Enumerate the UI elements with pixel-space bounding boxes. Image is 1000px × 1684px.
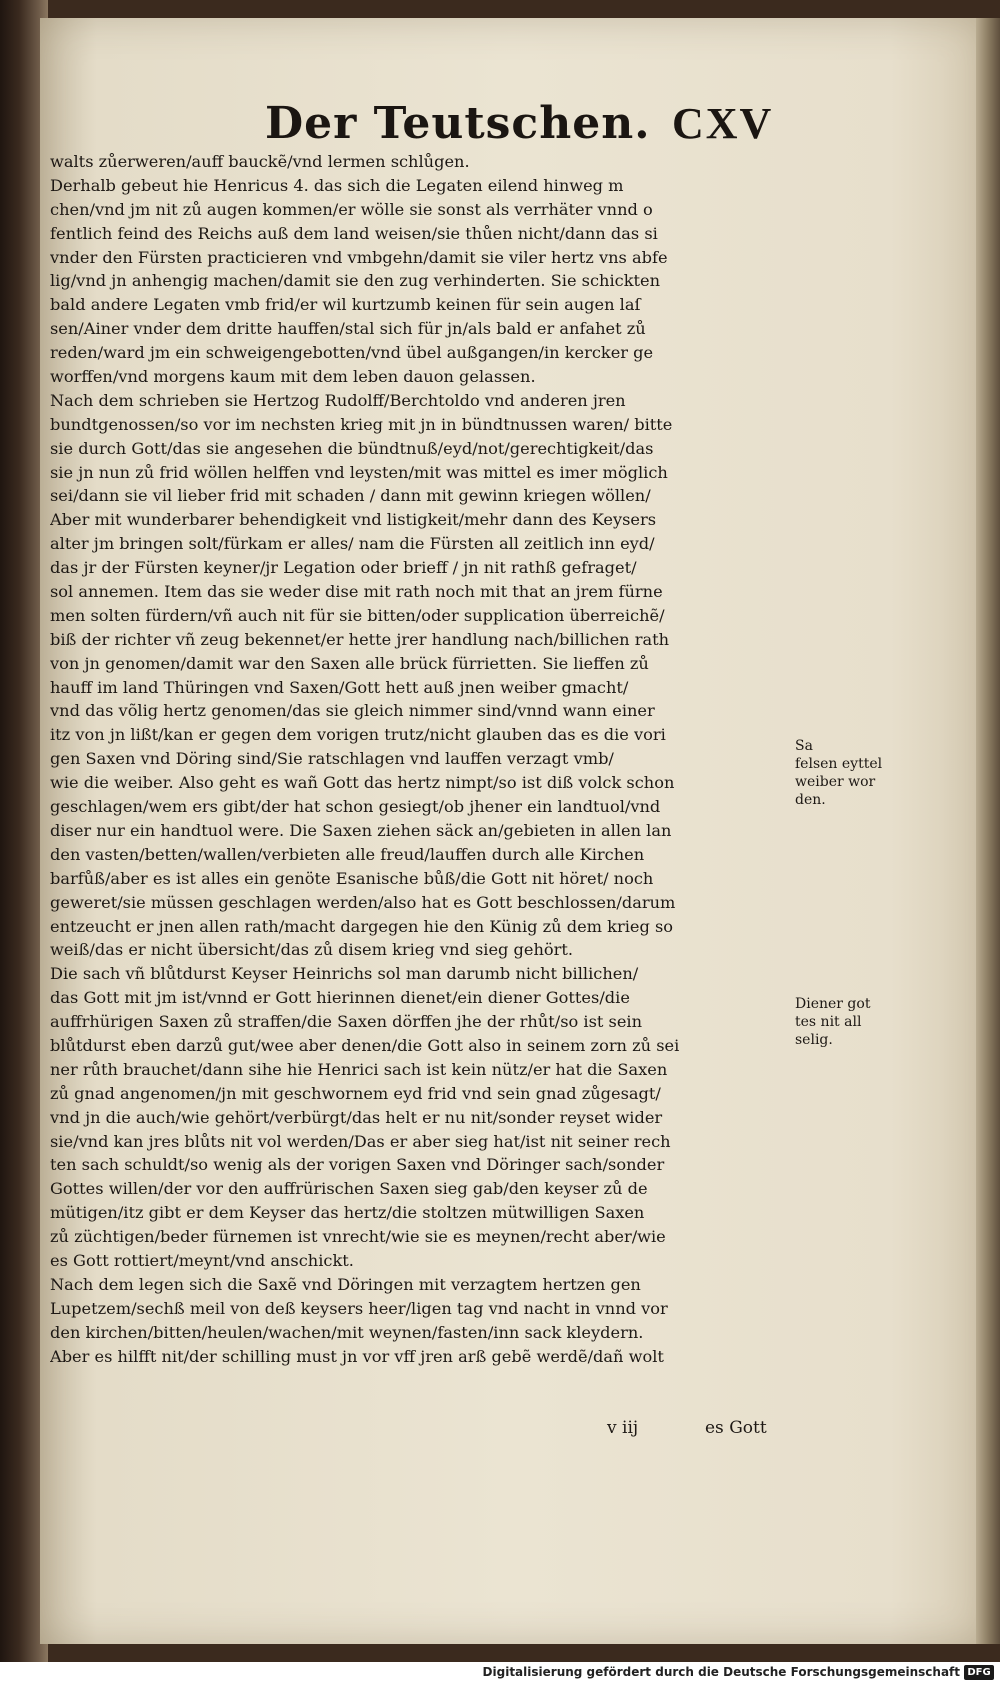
- text-line: vnd das võlig hertz genomen/das sie gleich nimmer sind/vnnd wann einer: [50, 701, 655, 721]
- text-line: zů gnad angenomen/jn mit geschwornem eyd frid vnd sein gnad zůgesagt/: [50, 1083, 661, 1103]
- margin-note-line: felsen eyttel: [795, 756, 883, 772]
- catchword: es Gott: [705, 1418, 767, 1438]
- text-line: Nach dem schrieben sie Hertzog Rudolff/Berchtoldo vnd anderen jren: [50, 390, 626, 410]
- text-line: vnder den Fürsten practicieren vnd vmbgehn/damit sie viler hertz vns abfe: [50, 247, 668, 267]
- text-line: sei/dann sie vil lieber frid mit schaden / dann mit gewinn kriegen wöllen/: [50, 486, 651, 506]
- text-line: geweret/sie müssen geschlagen werden/also hat es Gott beschlossen/darum: [50, 892, 676, 912]
- text-line: geschlagen/wem ers gibt/der hat schon gesiegt/ob jhener ein landtuol/vnd: [50, 797, 661, 817]
- text-line: barfůß/aber es ist alles ein genöte Esanische bůß/die Gott nit höret/ noch: [50, 868, 654, 888]
- text-line: gen Saxen vnd Döring sind/Sie ratschlagen vnd lauffen verzagt vmb/: [50, 749, 614, 769]
- text-line: fentlich feind des Reichs auß dem land weisen/sie thůen nicht/dann das si: [50, 223, 658, 243]
- text-line: Derhalb gebeut hie Henricus 4. das sich die Legaten eilend hinweg m: [50, 175, 624, 195]
- text-line: entzeucht er jnen allen rath/macht dargegen hie den Künig zů dem krieg so: [50, 916, 674, 936]
- margin-note-line: Sa: [795, 738, 813, 754]
- text-line: zů züchtigen/beder fürnemen ist vnrecht/wie sie es meynen/recht aber/wie: [50, 1227, 666, 1247]
- folio-number: CXV: [672, 99, 774, 148]
- text-line: bundtgenossen/so vor im nechsten krieg mit jn in bündtnussen waren/ bitte: [50, 414, 673, 434]
- text-line: bald andere Legaten vmb frid/er wil kurtzumb keinen für sein augen laſ: [50, 295, 641, 315]
- margin-note-line: Diener got: [795, 996, 871, 1012]
- text-line: blůtdurst eben darzů gut/wee aber denen/die Gott also in seinem zorn zů sei: [50, 1035, 680, 1055]
- margin-note-line: weiber wor: [795, 774, 876, 790]
- text-line: weiß/das er nicht übersicht/das zů disem krieg vnd sieg gehört.: [50, 940, 574, 960]
- text-line: Die sach vñ blůtdurst Keyser Heinrichs sol man darumb nicht billichen/: [50, 964, 639, 984]
- text-line: reden/ward jm ein schweigengebotten/vnd übel außgangen/in kercker ge: [50, 343, 654, 363]
- margin-note-line: den.: [795, 792, 826, 808]
- text-line: chen/vnd jm nit zů augen kommen/er wölle sie sonst als verrhäter vnnd o: [50, 199, 653, 219]
- text-line: von jn genomen/damit war den Saxen alle brück fürrietten. Sie lieffen zů: [50, 653, 649, 673]
- text-line: auffrhürigen Saxen zů straffen/die Saxen dörffen jhe der rhůt/so ist sein: [50, 1012, 643, 1032]
- text-line: hauff im land Thüringen vnd Saxen/Gott hett auß jnen weiber gmacht/: [50, 677, 629, 697]
- text-line: den kirchen/bitten/heulen/wachen/mit weynen/fasten/inn sack kleydern.: [50, 1322, 644, 1342]
- text-line: es Gott rottiert/meynt/vnd anschickt.: [50, 1250, 354, 1270]
- text-line: ner růth brauchet/dann sihe hie Henrici sach ist kein nütz/er hat die Saxen: [50, 1059, 668, 1079]
- text-line: das jr der Fürsten keyner/jr Legation oder brieff / jn nit rathß gefraget/: [50, 558, 637, 578]
- digitization-footer: [0, 1662, 1000, 1684]
- margin-note-line: selig.: [795, 1032, 833, 1048]
- text-line: Aber mit wunderbarer behendigkeit vnd listigkeit/mehr dann des Keysers: [50, 510, 657, 530]
- text-line: walts zůerweren/auff bauckẽ/vnd lermen schlůgen.: [50, 152, 470, 171]
- text-line: sol annemen. Item das sie weder dise mit rath noch mit that an jrem fürne: [50, 582, 663, 602]
- text-line: itz von jn lißt/kan er gegen dem vorigen trutz/nicht glauben das es die vori: [50, 725, 666, 745]
- footer-credit: Digitalisierung gefördert durch die Deutsche Forschungsgemeinschaft: [482, 1665, 960, 1679]
- text-line: mütigen/itz gibt er dem Keyser das hertz/die stoltzen mütwilligen Saxen: [50, 1203, 645, 1223]
- text-line: lig/vnd jn anhengig machen/damit sie den zug verhinderten. Sie schickten: [50, 271, 661, 291]
- dfg-logo-icon: DFG: [964, 1665, 994, 1680]
- text-line: sie/vnd kan jres blůts nit vol werden/Das er aber sieg hat/ist nit seiner rech: [50, 1131, 671, 1151]
- margin-note-line: tes nit all: [795, 1014, 862, 1030]
- page-fore-edge: [976, 18, 1000, 1644]
- text-line: Gottes willen/der vor den auffrürischen Saxen sieg gab/den keyser zů de: [50, 1179, 648, 1199]
- signature-mark: v iij: [607, 1418, 639, 1438]
- text-line: men solten fürdern/vñ auch nit für sie bitten/oder supplication überreichẽ/: [50, 605, 665, 625]
- text-line: sie durch Gott/das sie angesehen die bündtnuß/eyd/not/gerechtigkeit/das: [50, 438, 654, 458]
- text-line: alter jm bringen solt/fürkam er alles/ nam die Fürsten all zeitlich inn eyd/: [50, 534, 655, 554]
- text-line: biß der richter vñ zeug bekennet/er hette jrer handlung nach/billichen rath: [50, 629, 670, 649]
- text-line: Aber es hilfft nit/der schilling must jn vor vff jren arß gebẽ werdẽ/dañ wolt: [50, 1346, 664, 1366]
- running-head: Der Teutschen.: [265, 98, 651, 149]
- text-line: das Gott mit jm ist/vnnd er Gott hierinnen dienet/ein diener Gottes/die: [50, 988, 630, 1008]
- text-line: sie jn nun zů frid wöllen helffen vnd leysten/mit was mittel es imer möglich: [50, 462, 668, 482]
- text-line: sen/Ainer vnder dem dritte hauffen/stal sich für jn/als bald er anfahet zů: [50, 319, 646, 339]
- text-line: Nach dem legen sich die Saxẽ vnd Döringen mit verzagtem hertzen gen: [50, 1274, 641, 1294]
- body-text-block: [50, 150, 790, 1368]
- text-line: den vasten/betten/wallen/verbieten alle freud/lauffen durch alle Kirchen: [50, 844, 645, 864]
- margin-note-saxon: [795, 737, 890, 809]
- text-line: wie die weiber. Also geht es wañ Gott das hertz nimpt/so ist diß volck schon: [50, 773, 675, 793]
- text-line: worffen/vnd morgens kaum mit dem leben dauon gelassen.: [50, 367, 536, 387]
- text-line: ten sach schuldt/so wenig als der vorigen Saxen vnd Döringer sach/sonder: [50, 1155, 665, 1175]
- text-line: vnd jn die auch/wie gehört/verbürgt/das helt er nu nit/sonder reyset wider: [50, 1107, 663, 1127]
- text-line: Lupetzem/sechß meil von deß keysers heer/ligen tag vnd nacht in vnnd vor: [50, 1298, 668, 1318]
- text-line: diser nur ein handtuol were. Die Saxen ziehen säck an/gebieten in allen lan: [50, 820, 672, 840]
- margin-note-diener: [795, 995, 890, 1049]
